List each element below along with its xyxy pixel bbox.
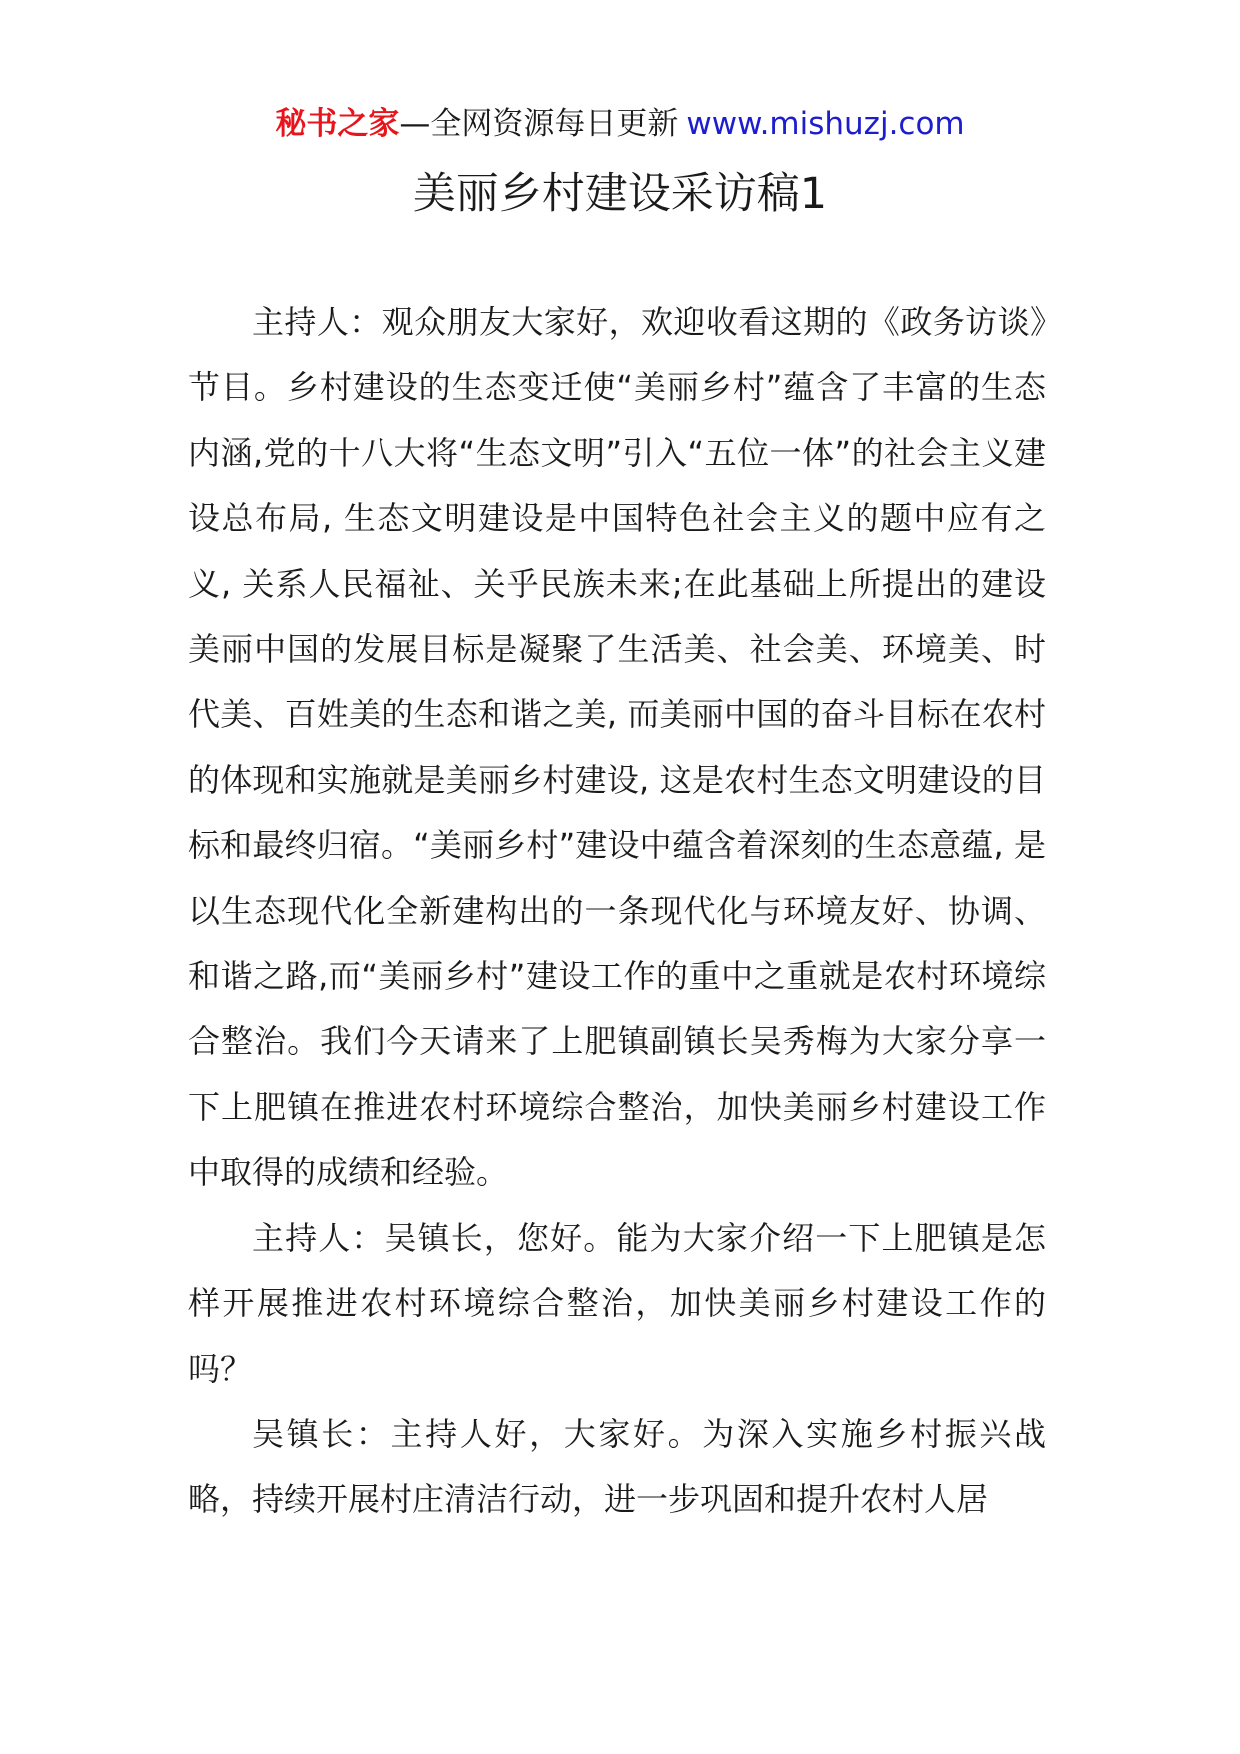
paragraph-host-intro: 主持人：观众朋友大家好，欢迎收看这期的《政务访谈》节目。乡村建设的生态变迁使“美丽乡村”蕴含了丰富的生态内涵,党的十八大将“生态文明”引入“五位一体”的社会主义建设总布局, 生态文明建设是中国特色社会主义的题中应有之义, 关系人民福祉、关乎民族未来;在此基础上所提出的建设美丽中国的发展目标是凝聚了生活美、社会美、环境美、时代美、百姓美的生态和谐之美, 而美丽中国的奋斗目标在农村的体现和实施就是美丽乡村建设, 这是农村生态文明建设的目标和最终归宿。“美丽乡村”建设中蕴含着深刻的生态意蕴, 是以生态现代化全新建构出的一条现代化与环境友好、协调、和谐之路,而“美丽乡村”建设工作的重中之重就是农村环境综合整治。我们今天请来了上肥镇副镇长吴秀梅为大家分享一下上肥镇在推进农村环境综合整治，加快美丽乡村建设工作中取得的成绩和经验。 bbox=[188, 303, 1046, 1192]
document-body bbox=[188, 290, 1046, 1533]
paragraph-deputy-answer: 吴镇长：主持人好，大家好。为深入实施乡村振兴战略，持续开展村庄清洁行动，进一步巩固和提升农村人居 bbox=[188, 1414, 1046, 1519]
header-tagline: —全网资源每日更新 bbox=[399, 106, 679, 142]
site-header bbox=[0, 100, 1240, 148]
paragraph-host-question: 主持人：吴镇长，您好。能为大家介绍一下上肥镇是怎样开展推进农村环境综合整治，加快美丽乡村建设工作的吗？ bbox=[188, 1218, 1046, 1388]
document-title: 美丽乡村建设采访稿1 bbox=[412, 169, 828, 219]
brand-name: 秘书之家 bbox=[275, 106, 400, 142]
site-url-link[interactable]: www.mishuzj.com bbox=[686, 106, 965, 142]
